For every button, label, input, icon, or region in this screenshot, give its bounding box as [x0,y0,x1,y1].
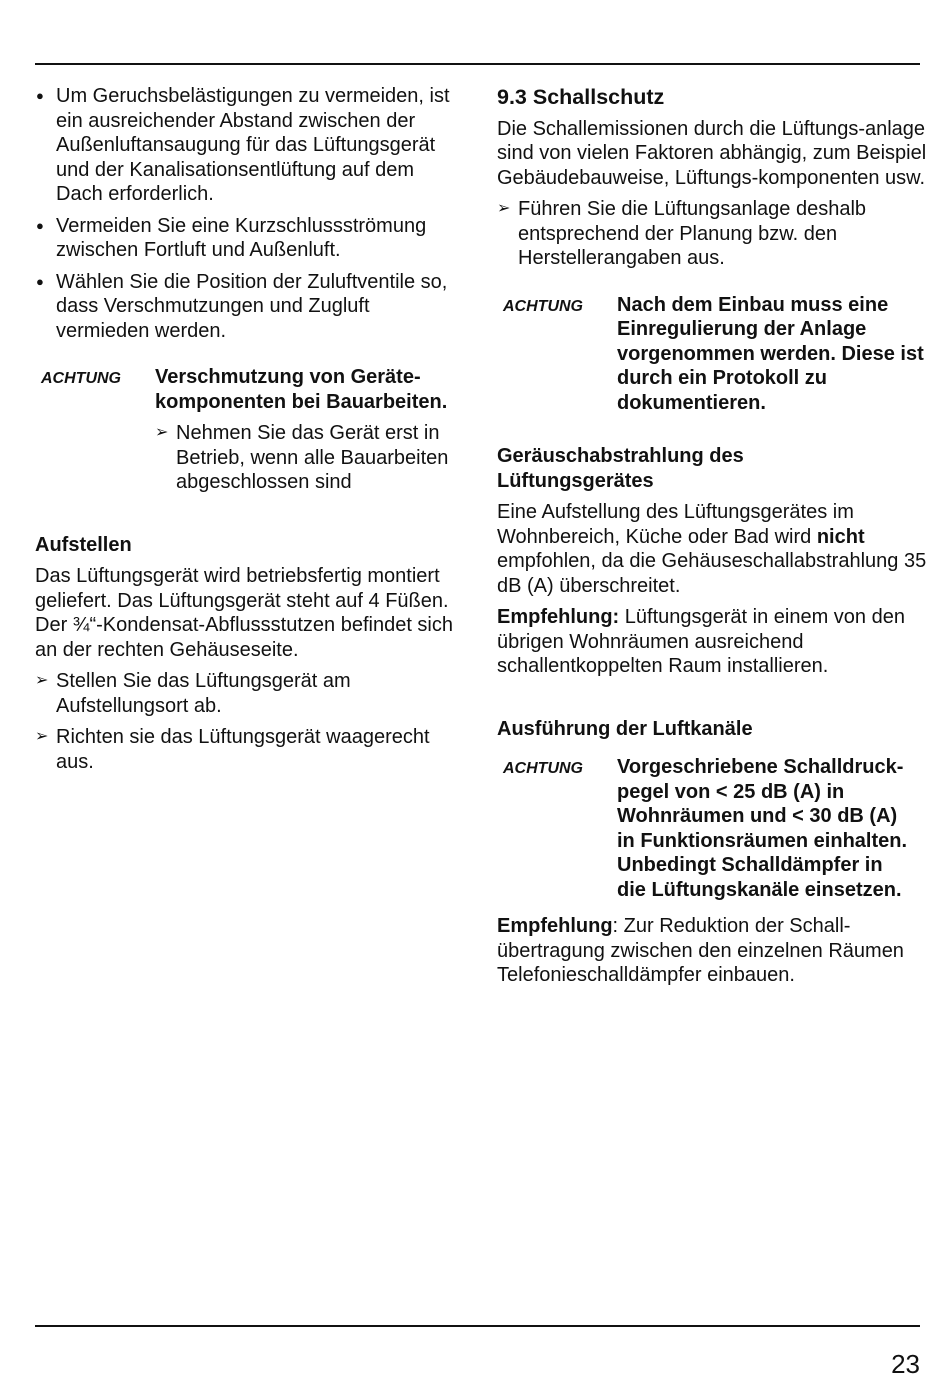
left-column [35,84,465,774]
section-title: 9.3 Schallschutz [497,85,665,109]
warning-block [497,293,927,416]
instruction-text: Führen Sie die Lüftungsanlage deshalb entsprechend der Planung bzw. den Herstellerangaben aus. [518,198,867,269]
arrow-icon: ➢ [35,728,49,745]
bullet-icon: ● [36,217,44,233]
warning-title [155,365,465,414]
paragraph-text: Eine Aufstellung des Lüftungsgerätes im Wohnbereich, Küche oder Bad wird [497,501,854,548]
instruction-text: Richten sie das Lüftungsgerät waagerecht aus. [56,726,430,773]
warning-line: Vorgeschriebene Schalldruck- [617,756,904,778]
list-item [35,270,465,344]
warning-block [497,755,927,902]
warning-line: in Funktionsräumen einhalten. [617,829,908,852]
arrow-icon: ➢ [155,424,169,441]
bullet-icon: ● [36,88,44,103]
paragraph [497,500,927,598]
instruction-item [497,197,927,271]
list-item [35,214,465,263]
instruction-item [155,421,465,495]
bullet-text: Um Geruchsbelästigungen zu vermeiden, ist ein ausreichender Abstand zwischen der Außenluftansaugung für das Lüftungsgerät und der Kanalisationsentlüftung auf dem Dach erforderlich. [56,85,450,205]
bullet-text: Vermeiden Sie eine Kurzschlussströmung zwischen Fortluft und Außenluft. [56,214,427,261]
bullet-icon: ● [36,273,44,289]
instruction-item [35,669,465,718]
emphasis-text: nicht [816,525,865,548]
right-column [497,84,927,988]
arrow-icon: ➢ [497,200,511,217]
list-item [35,84,465,207]
warning-line: Unbedingt Schalldämpfer in [617,854,883,876]
recommendation [497,914,927,988]
instruction-item [35,725,465,774]
paragraph: Die Schallemissionen durch die Lüftungs-anlage sind von vielen Faktoren abhängig, zum Beispiel Gebäudebauweise, Lüftungs-komponenten usw. [497,117,927,189]
bottom-rule [35,1325,920,1327]
warning-title-line: Verschmutzung von Geräte- [155,366,421,388]
heading-line: Lüftungsgerätes [497,469,654,492]
section-heading [497,444,927,493]
bullet-text: Wählen Sie die Position der Zuluftventile so, dass Verschmutzungen und Zugluft vermieden werden. [56,270,448,342]
warning-line: Wohnräumen und < 30 dB (A) [617,805,898,827]
warning-text [617,755,927,902]
recommendation [497,605,927,679]
instruction-text: Nehmen Sie das Gerät erst in Betrieb, wenn alle Bauarbeiten abgeschlossen sind [176,422,449,493]
arrow-icon: ➢ [35,672,49,689]
warning-text: Nach dem Einbau muss eine Einregulierung der Anlage vorgenommen werden. Diese ist durch ein Protokoll zu dokumentieren. [617,293,924,414]
recommendation-label: Empfehlung [497,915,613,937]
recommendation-text: Lüftungsgerät in einem von den übrigen Wohnräumen ausreichend schallentkoppelten Raum installieren. [497,606,905,677]
section-heading: Aufstellen [35,533,132,556]
section-heading: Ausführung der Luftkanäle [497,717,753,740]
instruction-text: Stellen Sie das Lüftungsgerät am Aufstellungsort ab. [56,670,351,717]
recommendation-label: Empfehlung: [497,606,620,628]
top-rule [35,63,920,65]
page-number: 23 [891,1349,920,1379]
paragraph: Das Lüftungsgerät wird betriebsfertig montiert geliefert. Das Lüftungsgerät steht auf 4 Füßen. Der ¾“-Kondensat-Abflussstutzen befindet sich an der rechten Gehäuseseite. [35,565,453,661]
warning-line: die Lüftungskanäle einsetzen. [617,878,902,901]
warning-line: pegel von < 25 dB (A) in [617,780,845,803]
heading-line: Geräuschabstrahlung des [497,445,744,467]
warning-label: ACHTUNG [503,297,583,315]
warning-label: ACHTUNG [503,760,583,777]
warning-title-line: komponenten bei Bauarbeiten. [155,390,448,413]
recommendation-text: : Zur Reduktion der Schall-übertragung zwischen den einzelnen Räumen Telefonieschalldämpfer einbauen. [497,915,904,986]
warning-block [35,365,465,495]
paragraph-text: empfohlen, da die Gehäuseschallabstrahlung 35 dB (A) überschreitet. [497,550,927,597]
warning-label: ACHTUNG [41,370,121,387]
